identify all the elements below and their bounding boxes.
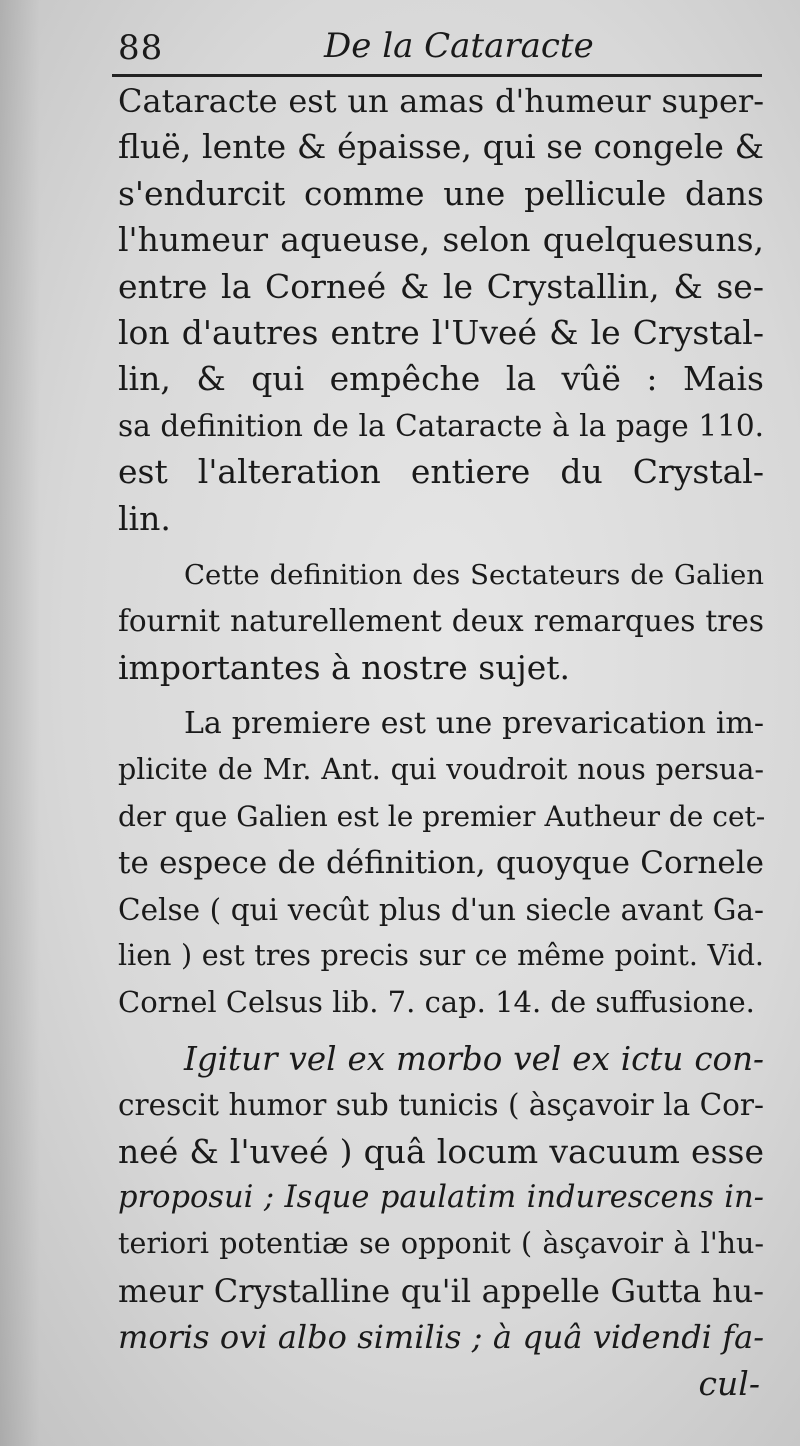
page-header xyxy=(112,22,760,78)
text-line: s'endurcit comme une pellicule dans xyxy=(118,173,764,213)
text-line: sa definition de la Cataracte à la page 110. xyxy=(118,408,764,443)
paragraph-gap xyxy=(118,1026,764,1036)
text-line: lin. xyxy=(118,498,171,538)
page-number: 88 xyxy=(118,28,164,68)
paragraph-gap xyxy=(118,542,764,552)
text-line: der que Galien est le premier Autheur de cet- xyxy=(118,799,766,833)
text-line: crescit humor sub tunicis ( àsçavoir la Cor- xyxy=(118,1088,764,1123)
text-line: entre la Corneé & le Crystallin, & se- xyxy=(118,266,764,306)
text-line: plicite de Mr. Ant. qui voudroit nous persua- xyxy=(118,753,764,787)
text-line: Cornel Celsus lib. 7. cap. 14. de suffusione. xyxy=(118,985,755,1020)
text-line: lin, & qui empêche la vûë : Mais xyxy=(118,359,764,399)
text-line: proposui ; Isque paulatim indurescens in- xyxy=(118,1179,764,1215)
text-line: Cette definition des Sectateurs de Galien xyxy=(184,558,764,591)
text-line: te espece de définition, quoyque Cornele xyxy=(118,845,764,882)
text-line: teriori potentiæ se opponit ( àsçavoir à l'hu- xyxy=(118,1227,764,1261)
header-rule xyxy=(112,74,762,77)
text-line: Igitur vel ex morbo vel ex ictu con- xyxy=(184,1039,764,1078)
text-line: lien ) est tres precis sur ce même point. Vid. xyxy=(118,939,764,973)
text-line: importantes à nostre sujet. xyxy=(118,647,570,687)
catchword: cul- xyxy=(698,1363,760,1403)
text-line: l'humeur aqueuse, selon quelquesuns, xyxy=(118,220,764,260)
text-line: fournit naturellement deux remarques tres xyxy=(118,604,764,639)
text-line: La premiere est une prevarication im- xyxy=(184,706,764,742)
text-line: neé & l'uveé ) quâ locum vacuum esse xyxy=(118,1131,764,1171)
paragraph-gap xyxy=(118,691,764,701)
text-line: moris ovi albo similis ; à quâ videndi fa- xyxy=(118,1318,764,1357)
body-text xyxy=(118,78,764,1407)
text-line: Cataracte est un amas d'humeur super- xyxy=(118,82,764,120)
text-line: fluë, lente & épaisse, qui se congele & xyxy=(118,127,764,167)
text-line: est l'alteration entiere du Crystal- xyxy=(118,452,764,492)
text-line: meur Crystalline qu'il appelle Gutta hu- xyxy=(118,1271,764,1310)
running-title: De la Cataracte xyxy=(324,26,594,66)
text-line: Celse ( qui vecût plus d'un siecle avant Ga- xyxy=(118,892,764,927)
spine-shadow xyxy=(0,0,40,1446)
text-line: lon d'autres entre l'Uveé & le Crystal- xyxy=(118,312,764,352)
